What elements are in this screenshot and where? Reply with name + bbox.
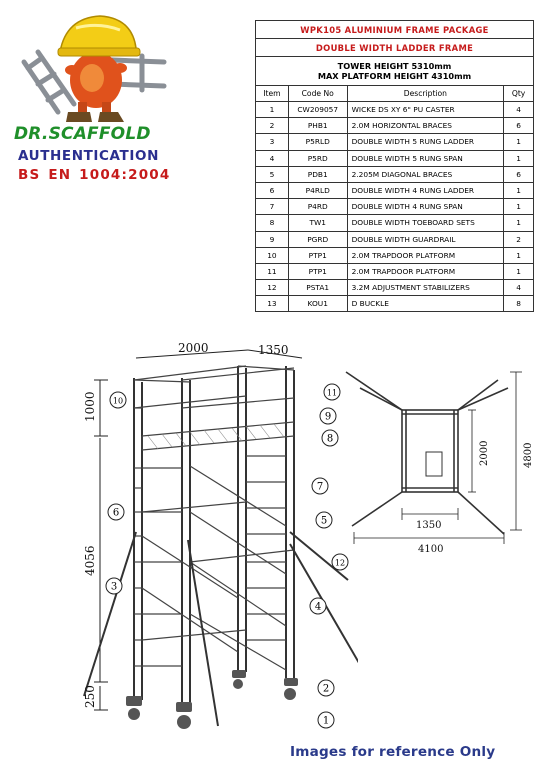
cell-qty: 1 bbox=[504, 215, 534, 231]
table-row bbox=[256, 263, 534, 279]
callout-number: 5 bbox=[320, 515, 328, 527]
col-code: Code No bbox=[288, 86, 347, 102]
cell-code: PDB1 bbox=[288, 166, 347, 182]
cell-code: P4RLD bbox=[288, 182, 347, 198]
cell-item: 3 bbox=[256, 134, 289, 150]
cell-description: DOUBLE WIDTH 4 RUNG LADDER bbox=[347, 182, 504, 198]
cell-code: P5RD bbox=[288, 150, 347, 166]
cell-item: 11 bbox=[256, 263, 289, 279]
table-row bbox=[256, 215, 534, 231]
plan-dim-overall-width: 4100 bbox=[418, 544, 444, 554]
cell-qty: 1 bbox=[504, 247, 534, 263]
col-qty: Qty bbox=[504, 86, 534, 102]
cell-item: 2 bbox=[256, 118, 289, 134]
cell-qty: 8 bbox=[504, 296, 534, 312]
col-description: Description bbox=[347, 86, 504, 102]
tower-spec bbox=[256, 57, 534, 86]
table-row bbox=[256, 166, 534, 182]
cell-item: 4 bbox=[256, 150, 289, 166]
table-row bbox=[256, 231, 534, 247]
table-row bbox=[256, 199, 534, 215]
cell-qty: 2 bbox=[504, 231, 534, 247]
cell-code: CW209057 bbox=[288, 102, 347, 118]
cell-item: 10 bbox=[256, 247, 289, 263]
brand-name: DR.SCAFFOLD bbox=[14, 124, 151, 144]
frame-title: DOUBLE WIDTH LADDER FRAME bbox=[256, 39, 534, 57]
callout-number: 9 bbox=[324, 411, 332, 423]
callout-number: 3 bbox=[110, 581, 118, 593]
dim-depth-label: 1350 bbox=[258, 343, 289, 357]
cell-description: DOUBLE WIDTH GUARDRAIL bbox=[347, 231, 504, 247]
cell-code: PHB1 bbox=[288, 118, 347, 134]
cell-qty: 1 bbox=[504, 150, 534, 166]
cell-code: PGRD bbox=[288, 231, 347, 247]
dim-guard-label: 1000 bbox=[83, 391, 97, 422]
cell-item: 1 bbox=[256, 102, 289, 118]
plan-dim-length: 2000 bbox=[479, 440, 490, 466]
cell-qty: 6 bbox=[504, 166, 534, 182]
table-row bbox=[256, 118, 534, 134]
cell-item: 7 bbox=[256, 199, 289, 215]
reference-note: Images for reference Only bbox=[290, 744, 496, 760]
cell-item: 12 bbox=[256, 280, 289, 296]
cell-description: 2.0M TRAPDOOR PLATFORM bbox=[347, 247, 504, 263]
tower-plan-drawing bbox=[340, 366, 536, 554]
table-row bbox=[256, 134, 534, 150]
table-row bbox=[256, 102, 534, 118]
dim-height-label: 4056 bbox=[83, 545, 97, 576]
cell-qty: 1 bbox=[504, 134, 534, 150]
tower-height: TOWER HEIGHT 5310mm bbox=[337, 61, 452, 71]
dim-width-label: 2000 bbox=[178, 341, 209, 355]
callout-number: 11 bbox=[326, 388, 338, 398]
callout-number: 8 bbox=[326, 433, 334, 445]
cell-item: 9 bbox=[256, 231, 289, 247]
authentication-label: AUTHENTICATION bbox=[18, 148, 159, 164]
cell-description: DOUBLE WIDTH 5 RUNG LADDER bbox=[347, 134, 504, 150]
cell-qty: 4 bbox=[504, 280, 534, 296]
cell-description: DOUBLE WIDTH TOEBOARD SETS bbox=[347, 215, 504, 231]
col-item: Item bbox=[256, 86, 289, 102]
standard-label: BS EN 1004:2004 bbox=[18, 167, 171, 183]
cell-description: D BUCKLE bbox=[347, 296, 504, 312]
cell-description: 2.0M HORIZONTAL BRACES bbox=[347, 118, 504, 134]
cell-qty: 1 bbox=[504, 199, 534, 215]
table-row bbox=[256, 150, 534, 166]
cell-code: P5RLD bbox=[288, 134, 347, 150]
callout-number: 10 bbox=[112, 396, 124, 406]
cell-qty: 1 bbox=[504, 263, 534, 279]
cell-qty: 4 bbox=[504, 102, 534, 118]
cell-description: DOUBLE WIDTH 4 RUNG SPAN bbox=[347, 199, 504, 215]
callout-number: 2 bbox=[322, 683, 330, 695]
table-row bbox=[256, 296, 534, 312]
cell-code: P4RD bbox=[288, 199, 347, 215]
callout-number: 1 bbox=[322, 715, 330, 727]
callout-number: 7 bbox=[316, 481, 324, 493]
package-parts-table bbox=[255, 20, 534, 312]
cell-description: 3.2M ADJUSTMENT STABILIZERS bbox=[347, 280, 504, 296]
dim-base-label: 250 bbox=[83, 685, 97, 708]
plan-dim-width: 1350 bbox=[416, 520, 442, 531]
table-header-row bbox=[256, 86, 534, 102]
cell-description: 2.0M TRAPDOOR PLATFORM bbox=[347, 263, 504, 279]
cell-item: 13 bbox=[256, 296, 289, 312]
dr-scaffold-mascot-logo bbox=[14, 8, 174, 126]
tower-elevation-drawing bbox=[78, 336, 358, 744]
table-row bbox=[256, 280, 534, 296]
cell-description: DOUBLE WIDTH 5 RUNG SPAN bbox=[347, 150, 504, 166]
plan-dim-overall-length: 4800 bbox=[523, 442, 534, 468]
cell-code: PSTA1 bbox=[288, 280, 347, 296]
cell-code: PTP1 bbox=[288, 247, 347, 263]
platform-height: MAX PLATFORM HEIGHT 4310mm bbox=[317, 71, 472, 81]
cell-description: WICKE DS XY 6" PU CASTER bbox=[347, 102, 504, 118]
table-row bbox=[256, 182, 534, 198]
package-title: WPK105 ALUMINIUM FRAME PACKAGE bbox=[256, 21, 534, 39]
callout-number: 6 bbox=[112, 507, 120, 519]
cell-code: TW1 bbox=[288, 215, 347, 231]
cell-code: KOU1 bbox=[288, 296, 347, 312]
callout-number: 12 bbox=[334, 558, 346, 568]
cell-code: PTP1 bbox=[288, 263, 347, 279]
table-row bbox=[256, 247, 534, 263]
cell-item: 8 bbox=[256, 215, 289, 231]
callout-number: 4 bbox=[314, 601, 322, 613]
cell-item: 5 bbox=[256, 166, 289, 182]
cell-qty: 1 bbox=[504, 182, 534, 198]
cell-qty: 6 bbox=[504, 118, 534, 134]
cell-item: 6 bbox=[256, 182, 289, 198]
cell-description: 2.205M DIAGONAL BRACES bbox=[347, 166, 504, 182]
